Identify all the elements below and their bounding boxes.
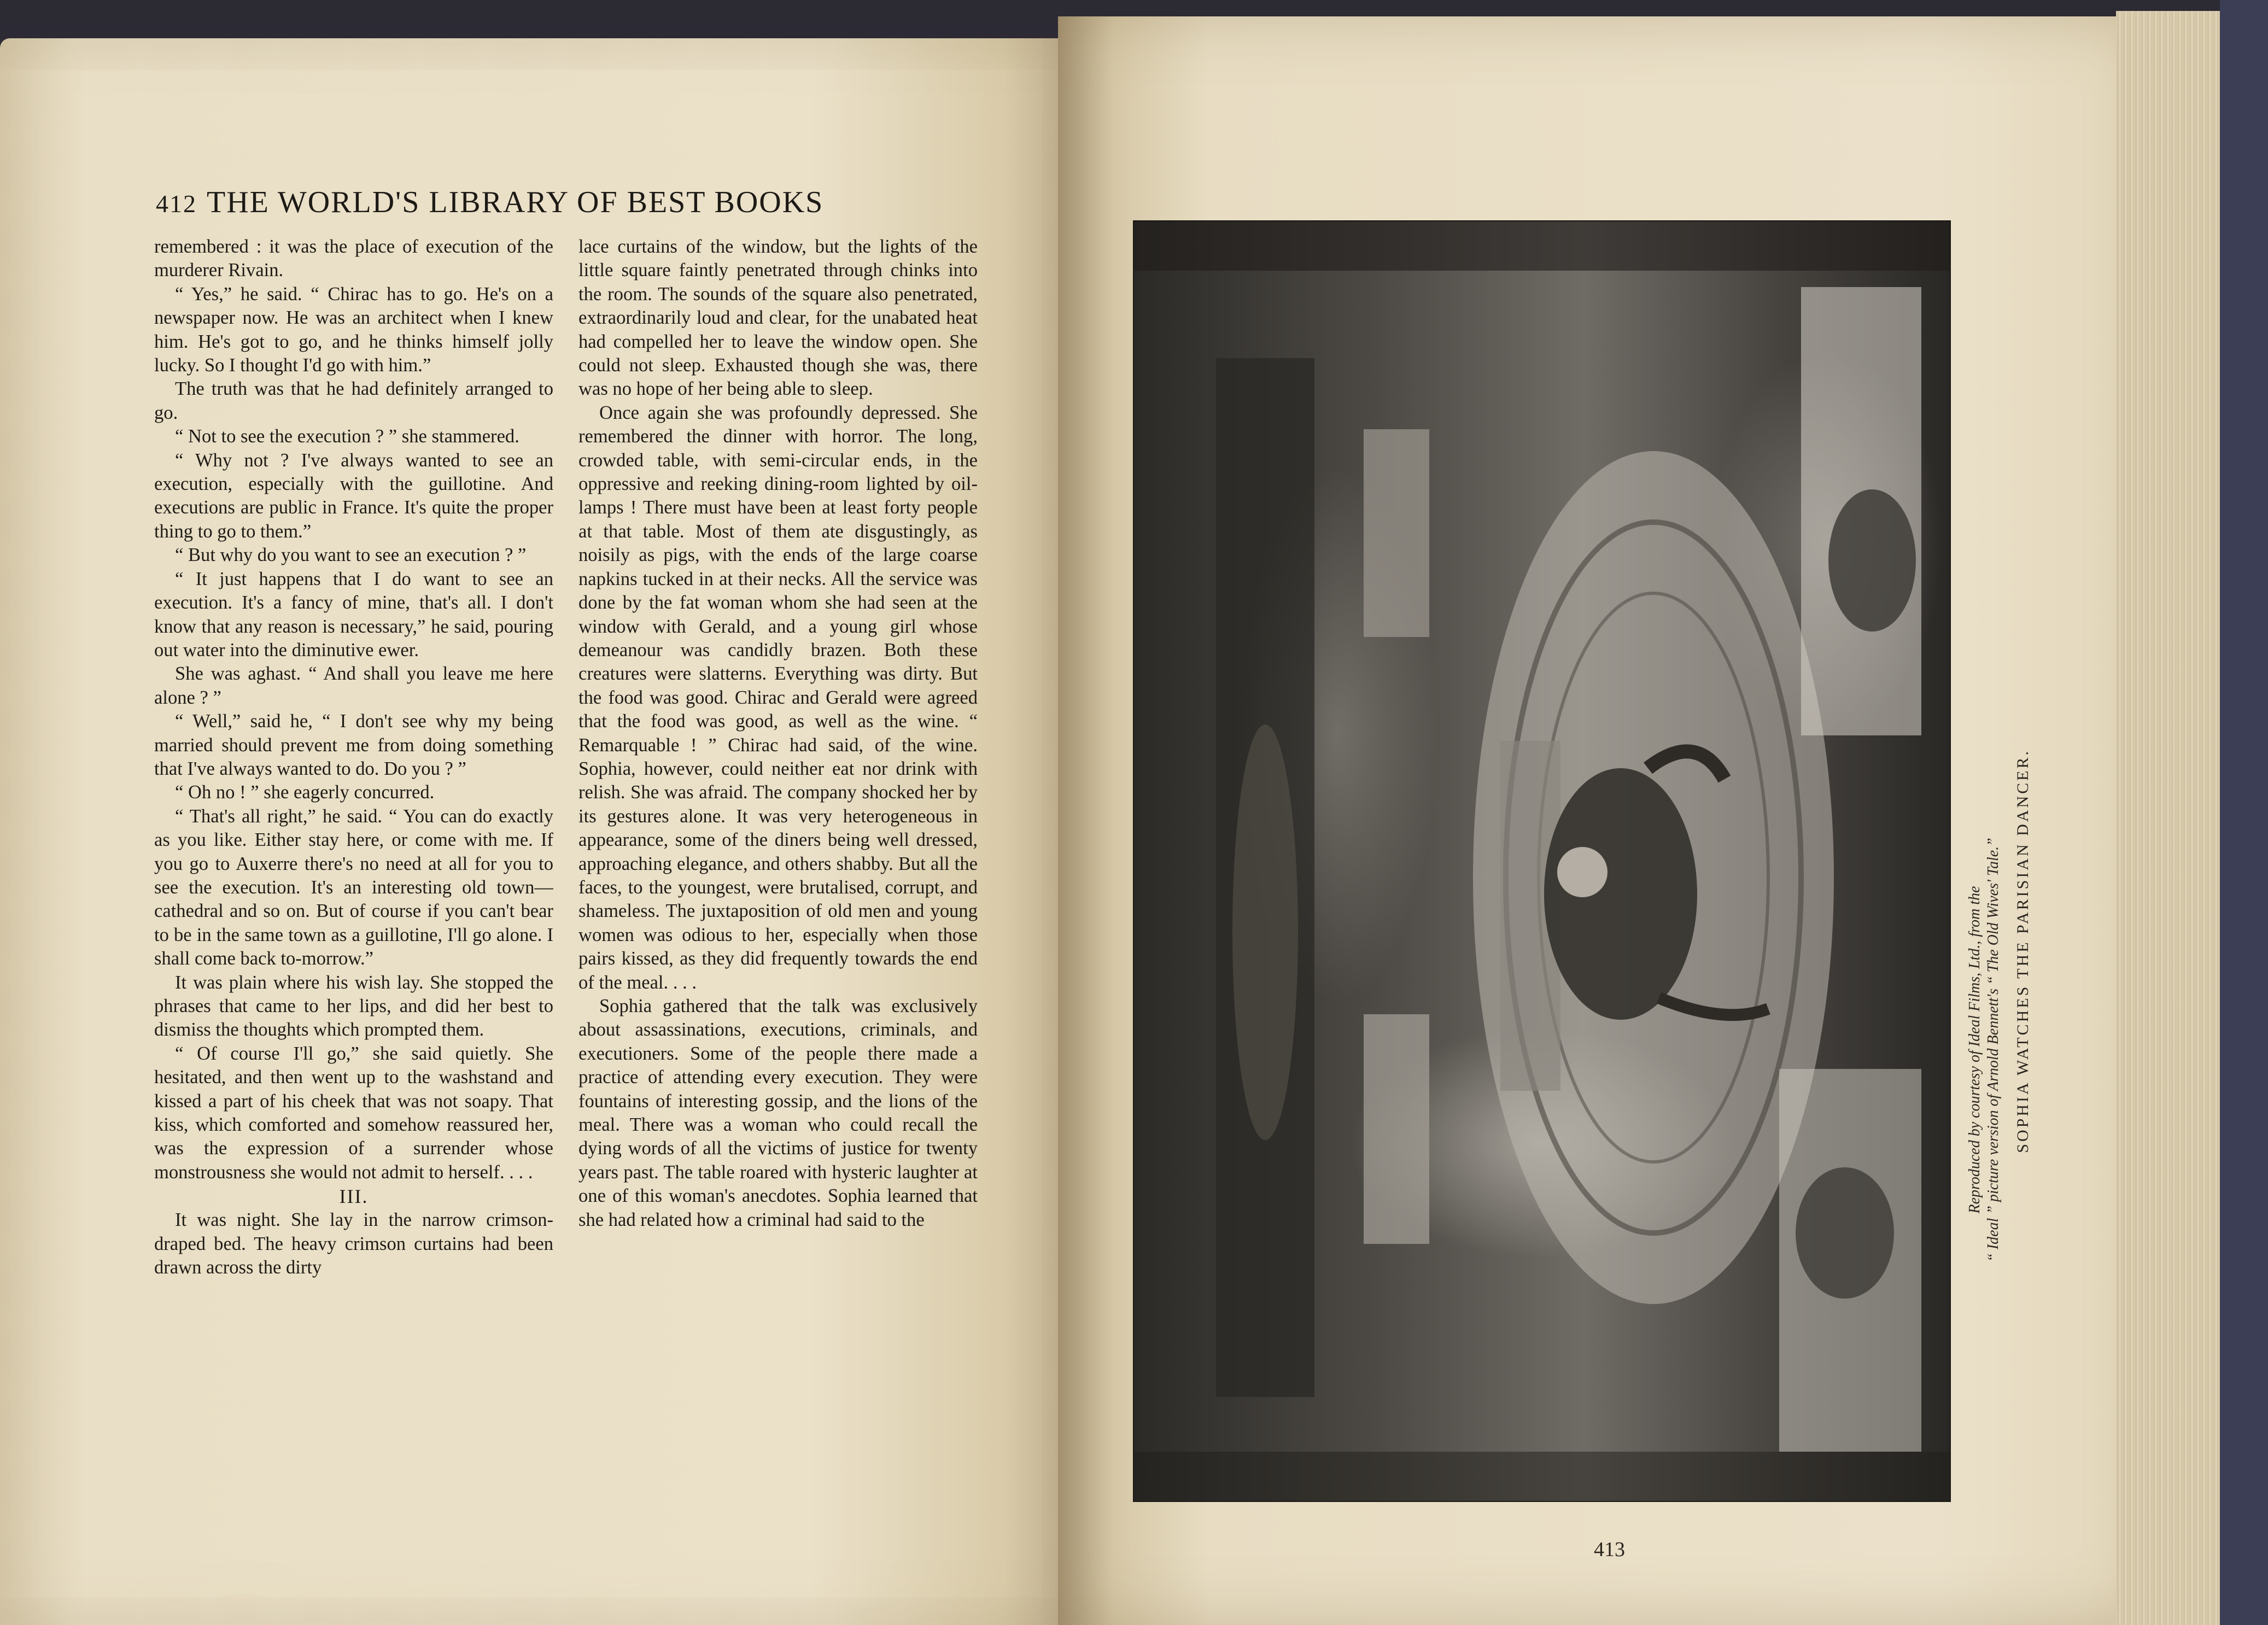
paragraph: remembered : it was the place of execution of the murderer Rivain.	[154, 236, 553, 281]
paragraph: It was plain where his wish lay. She stopped the phrases that came to her lips, and did her best to dismiss the thoughts which prompted them.	[154, 972, 553, 1041]
section-heading: III.	[339, 1185, 369, 1208]
running-head	[156, 185, 932, 223]
film-still-illustration	[1133, 220, 1951, 1502]
figure-credit-line-1: Reproduced by courtesy of Ideal Films, Ltd., from the	[1966, 886, 1983, 1214]
paragraph: “ It just happens that I do want to see an execution. It's a fancy of mine, that's all. I don't know that any reason is necessary,” he said, pouring out water into the diminutive ewer.	[154, 568, 553, 660]
paragraph: Once again she was profoundly depressed. She remembered the dinner with horror. The long, crowded table, with semi-circular ends, in the oppressive and reeking dining-room lighted by oil-lamps ! There must have been at least forty people at that table. Most of them ate disgustingly, as noisily as pigs, with the ends of the large coarse napkins tucked in at their necks. All the service was done by the fat woman whom she had seen at the window with Gerald, and a young girl whose demeanour was candidly brazen. Both these creatures were slatterns. Everything was dirty. But the food was good. Chirac and Gerald were agreed that the food was good, as well as the wine. “ Remarquable ! ” Chirac had said, of the wine. Sophia, however, could neither eat nor drink with relish. She was afraid. The company shocked her by its gestures alone. It was very heterogeneous in appearance, some of the diners being well dressed, approaching elegance, and others shabby. But all the faces, to the youngest, were brutalised, corrupt, and shameless. The juxtaposition of old men and young women was odious to her, especially when those pairs kissed, as they did frequently towards the end of the meal. . . .	[578, 402, 978, 993]
film-still-image	[1134, 221, 1950, 1501]
paragraph: The truth was that he had definitely arranged to go.	[154, 378, 553, 423]
paragraph: “ That's all right,” he said. “ You can do exactly as you like. Either stay here, or come with me. If you go to Auxerre there's no need at all for you to see the execution. It's an interesting old town—cathedral and so on. But of course if you can't bear to be in the same town as a guillotine, I'll go alone. I shall come back to-morrow.”	[154, 805, 553, 969]
right-page-number: 413	[1594, 1538, 1625, 1561]
running-head-title: THE WORLD'S LIBRARY OF BEST BOOKS	[207, 185, 824, 219]
paragraph: She was aghast. “ And shall you leave me here alone ? ”	[154, 663, 553, 708]
paragraph: lace curtains of the window, but the lights of the little square faintly penetrated through chinks into the room. The sounds of the square also penetrated, extraordinarily loud and clear, for the unabated heat had compelled her to leave the window open. She could not sleep. Exhausted though she was, there was no hope of her being able to sleep.	[578, 236, 978, 400]
paragraph: “ Why not ? I've always wanted to see an execution, especially with the guillotine. And executions are public in France. It's quite the proper thing to go to them.”	[154, 449, 553, 542]
page-edges	[2116, 11, 2220, 1625]
text-column-2	[578, 235, 978, 1542]
figure-caption-title: SOPHIA WATCHES THE PARISIAN DANCER.	[2014, 749, 2032, 1153]
paragraph: “ Yes,” he said. “ Chirac has to go. He's on a newspaper now. He was an architect when I knew him. He's got to go, and he thinks himself jolly lucky. So I thought I'd go with him.”	[154, 283, 553, 376]
figure-credit-line-2: “ Ideal ” picture version of Arnold Bennett's “ The Old Wives' Tale.”	[1985, 838, 2002, 1262]
paragraph: Sophia gathered that the talk was exclusively about assassinations, executions, criminals, and executioners. Some of the people there made a practice of attending every execution. They were fountains of interesting gossip, and the lions of the meal. There was a woman who could recall the dying words of all the victims of justice for twenty years past. The table roared with hysteric laughter at one of this woman's anecdotes. Sophia learned that she had related how a criminal had said to the	[578, 996, 978, 1230]
paragraph: “ Not to see the execution ? ” she stammered.	[175, 426, 519, 447]
paragraph: “ Of course I'll go,” she said quietly. She hesitated, and then went up to the washstand and kissed a part of his cheek that was not soapy. That kiss, which comforted and somehow reassured her, was the expression of a surrender whose monstrousness she would not admit to herself. . . .	[154, 1043, 553, 1183]
paragraph: “ But why do you want to see an execution ? ”	[175, 545, 527, 566]
text-column-1	[154, 235, 553, 1542]
figure-caption	[1966, 623, 2064, 1476]
left-page-number: 412	[156, 190, 197, 218]
paragraph: “ Oh no ! ” she eagerly concurred.	[175, 782, 435, 803]
paragraph: “ Well,” said he, “ I don't see why my being married should prevent me from doing something that I've always wanted to do. Do you ? ”	[154, 711, 553, 779]
paragraph: It was night. She lay in the narrow crimson-draped bed. The heavy crimson curtains had been drawn across the dirty	[154, 1209, 553, 1278]
book-cover	[2220, 0, 2268, 1625]
